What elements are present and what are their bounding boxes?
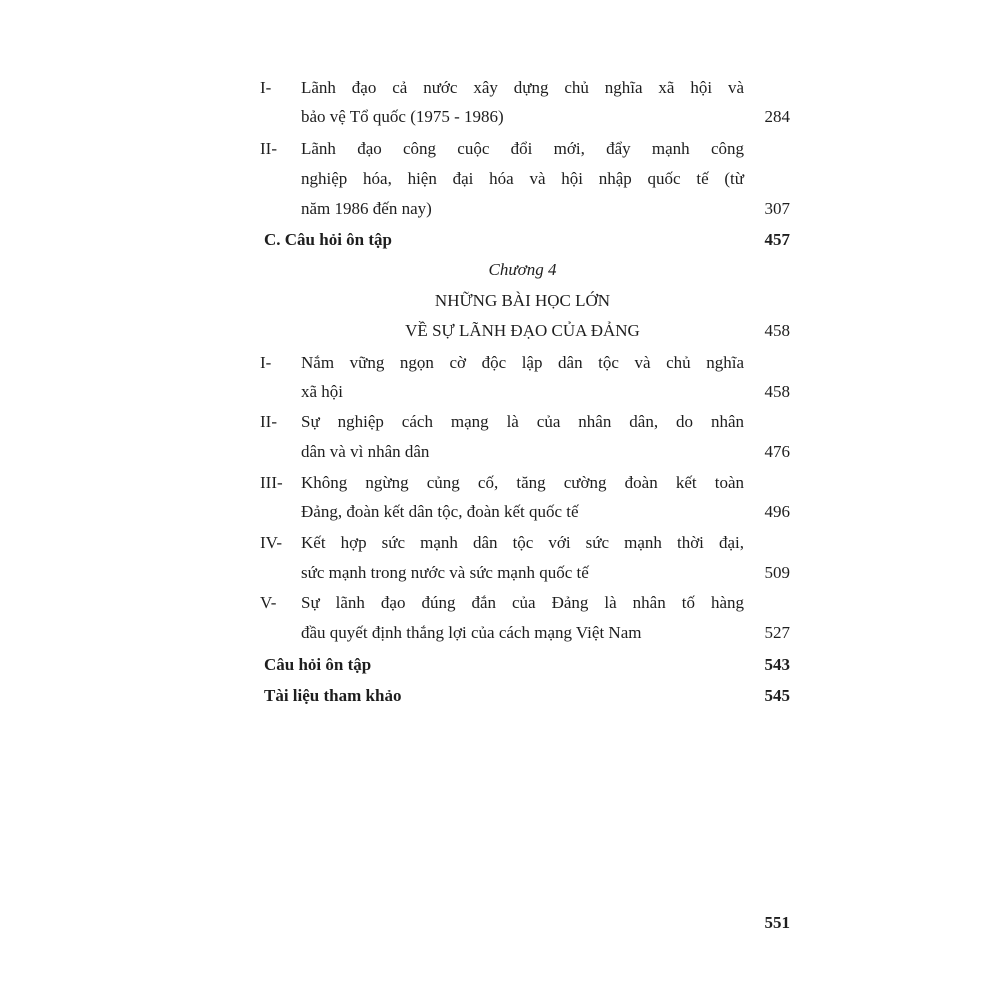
- entry-text: Nắm vững ngọn cờ độc lập dân tộc và chủ nghĩa: [301, 353, 744, 372]
- entry-text: Lãnh đạo cả nước xây dựng chủ nghĩa xã hội và: [301, 78, 744, 97]
- toc-entry-line: [260, 134, 790, 164]
- entry-text: dân và vì nhân dân: [301, 442, 430, 461]
- entry-text: bảo vệ Tổ quốc (1975 - 1986): [301, 107, 504, 126]
- toc-entry-line: [260, 102, 790, 132]
- entry-page-number: 543: [764, 655, 790, 674]
- entry-text: sức mạnh trong nước và sức mạnh quốc tế: [301, 563, 589, 582]
- entry-page-number: 496: [764, 502, 790, 521]
- entry-page-number: 458: [764, 382, 790, 401]
- chapter-title: NHỮNG BÀI HỌC LỚN: [434, 291, 611, 310]
- entry-page-number: 457: [764, 230, 790, 249]
- entry-number: III-: [260, 473, 283, 492]
- entry-page-number: 545: [764, 686, 790, 705]
- toc-entry-line: [260, 588, 790, 618]
- toc-entry-line: [260, 164, 790, 194]
- entry-text: nghiệp hóa, hiện đại hóa và hội nhập quốc tế (từ: [301, 169, 744, 188]
- entry-text: Sự lãnh đạo đúng đắn của Đảng là nhân tố hàng: [301, 593, 744, 612]
- entry-page-number: 458: [764, 321, 790, 340]
- entry-text: Lãnh đạo công cuộc đổi mới, đẩy mạnh công: [301, 139, 744, 158]
- toc-entry-line: [260, 497, 790, 527]
- toc-entry-line: [260, 377, 790, 407]
- entry-text: Đảng, đoàn kết dân tộc, đoàn kết quốc tế: [301, 502, 579, 521]
- entry-page-number: 509: [764, 563, 790, 582]
- review-questions-heading: Câu hỏi ôn tập: [264, 655, 372, 674]
- references-heading: Tài liệu tham khảo: [264, 686, 402, 705]
- toc-entry-line: [260, 194, 790, 224]
- entry-page-number: 307: [764, 199, 790, 218]
- chapter-label-line: [260, 255, 790, 285]
- entry-page-number: 284: [764, 107, 790, 126]
- toc-entry-line: [260, 407, 790, 437]
- entry-number: I-: [260, 78, 272, 97]
- toc-entry-line: [260, 225, 790, 255]
- toc-entry-line: [260, 681, 790, 711]
- toc-entry-line: [260, 73, 790, 103]
- entry-number: V-: [260, 593, 277, 612]
- chapter-title-line: [260, 316, 790, 346]
- toc-entry-line: [260, 348, 790, 378]
- toc-entry-line: [260, 558, 790, 588]
- toc-entry-line: [260, 618, 790, 648]
- entry-text: Không ngừng củng cố, tăng cường đoàn kết toàn: [301, 473, 744, 492]
- entry-page-number: 476: [764, 442, 790, 461]
- entry-number: II-: [260, 412, 277, 431]
- toc-entry-line: [260, 437, 790, 467]
- entry-text: xã hội: [301, 382, 344, 401]
- chapter-label: Chương 4: [488, 260, 557, 279]
- entry-text: đầu quyết định thắng lợi của cách mạng Việt Nam: [301, 623, 642, 642]
- entry-text: Sự nghiệp cách mạng là của nhân dân, do nhân: [301, 412, 744, 431]
- entry-page-number: 527: [764, 623, 790, 642]
- toc-entry-line: [260, 650, 790, 680]
- entry-text: Kết hợp sức mạnh dân tộc với sức mạnh thời đại,: [301, 533, 744, 552]
- toc-entry-line: [260, 528, 790, 558]
- entry-text: năm 1986 đến nay): [301, 199, 432, 218]
- page-folio-number: 551: [764, 913, 790, 932]
- chapter-title: VỀ SỰ LÃNH ĐẠO CỦA ĐẢNG: [405, 321, 640, 340]
- entry-number: IV-: [260, 533, 283, 552]
- chapter-title-line: [260, 286, 790, 316]
- toc-entry-line: [260, 468, 790, 498]
- entry-number: II-: [260, 139, 277, 158]
- review-questions-heading: C. Câu hỏi ôn tập: [264, 230, 393, 249]
- entry-number: I-: [260, 353, 272, 372]
